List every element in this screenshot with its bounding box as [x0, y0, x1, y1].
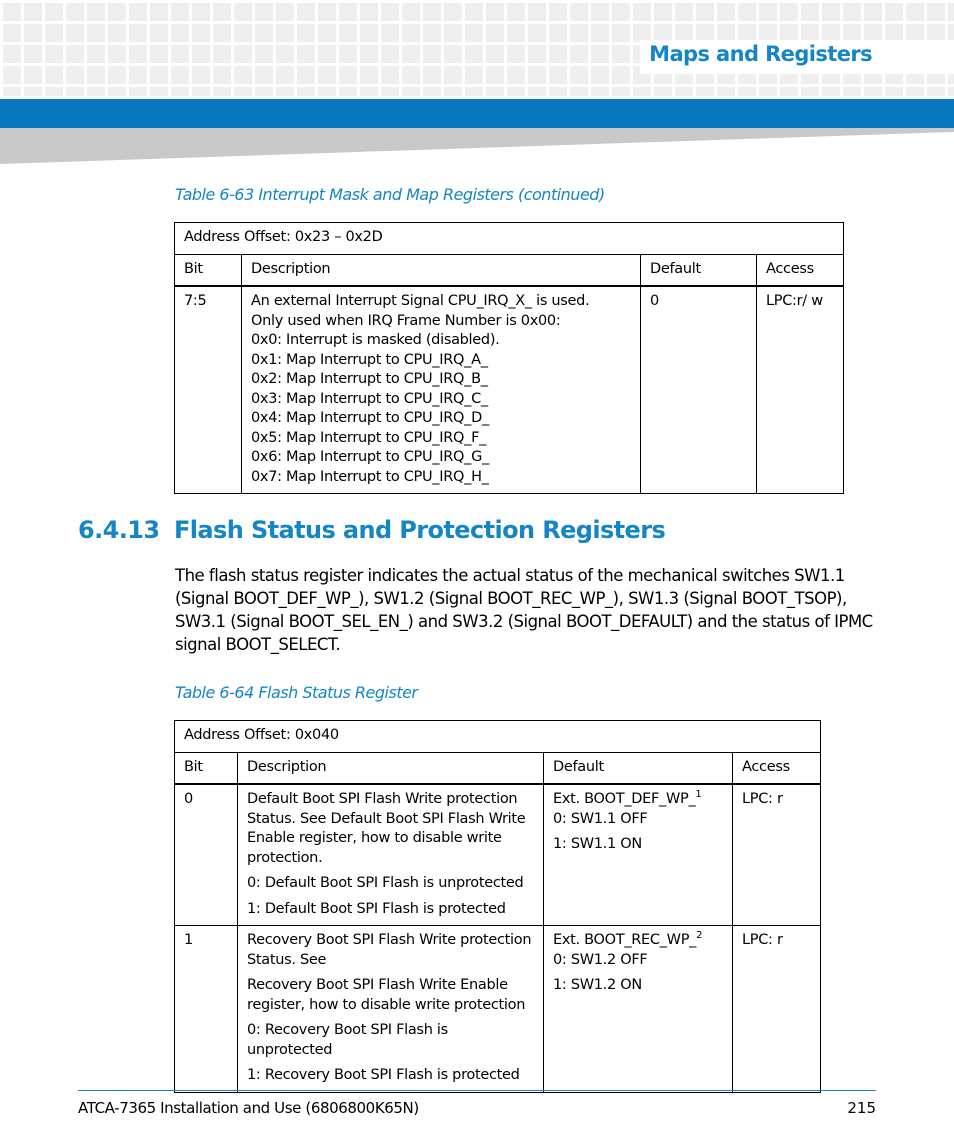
cell-description — [242, 286, 641, 494]
table-row — [175, 926, 821, 1093]
cell-access: LPC: r — [733, 926, 821, 1093]
table-64-address: Address Offset: 0x040 — [175, 721, 821, 753]
default-value-0: 0: SW1.2 OFF — [553, 951, 648, 968]
table-63-address-row — [175, 223, 844, 255]
header-blue-bar — [0, 99, 954, 128]
table-64-caption: Table 6-64 Flash Status Register — [175, 683, 418, 702]
footnote-ref: 2 — [696, 930, 703, 942]
col-header-default: Default — [544, 752, 733, 784]
default-signal — [553, 790, 723, 810]
footer-divider — [78, 1090, 876, 1091]
cell-default — [544, 784, 733, 926]
description-line: 0x2: Map Interrupt to CPU_IRQ_B_ — [251, 371, 488, 387]
col-header-access: Access — [733, 752, 821, 784]
description-line: Only used when IRQ Frame Number is 0x00: — [251, 312, 561, 329]
cell-access: LPC: r — [733, 784, 821, 926]
table-63-header-row — [175, 254, 844, 286]
section-body: The flash status register indicates the actual status of the mechanical switches SW1.1 (Signal BOOT_DEF_WP_), SW1.2 (Signal BOOT_REC_WP_), SW1.3 (Signal BOOT_TSOP), SW3.1 (Signal BOOT_SEL_EN_) and SW3.2 (Signal BOOT_DEFAULT) and the status of IPMC signal BOOT_SELECT. — [175, 566, 873, 654]
table-63-address: Address Offset: 0x23 – 0x2D — [175, 223, 844, 255]
table-row — [175, 784, 821, 926]
footnote-ref: 1 — [695, 789, 702, 801]
col-header-description: Description — [242, 254, 641, 286]
col-header-access: Access — [757, 254, 844, 286]
description-line: 0x4: Map Interrupt to CPU_IRQ_D_ — [251, 410, 489, 426]
footer-document-title: ATCA-7365 Installation and Use (6806800K65N) — [78, 1099, 419, 1117]
table-row — [175, 286, 844, 494]
section-number: 6.4.13 — [78, 516, 160, 544]
cell-bit: 0 — [175, 784, 238, 926]
table-64 — [174, 720, 821, 1093]
cell-description — [238, 926, 544, 1093]
default-signal-name: Ext. BOOT_REC_WP_ — [553, 932, 697, 948]
default-value-0: 0: SW1.1 OFF — [553, 810, 648, 827]
default-value-1: 1: SW1.2 ON — [553, 977, 642, 993]
description-line: 0x7: Map Interrupt to CPU_IRQ_H_ — [251, 468, 489, 485]
table-63-caption: Table 6-63 Interrupt Mask and Map Registers (continued) — [175, 185, 605, 204]
default-value-1: 1: SW1.1 ON — [553, 836, 642, 852]
description-value-0: 0: Recovery Boot SPI Flash is unprotected — [247, 1022, 448, 1058]
col-header-bit: Bit — [175, 254, 242, 286]
cell-bit: 1 — [175, 926, 238, 1093]
col-header-description: Description — [238, 752, 544, 784]
header-swoosh — [0, 128, 954, 164]
description-value-1: 1: Default Boot SPI Flash is protected — [247, 900, 506, 917]
description-value-1: 1: Recovery Boot SPI Flash is protected — [247, 1067, 520, 1083]
table-63 — [174, 222, 844, 494]
description-value-0: 0: Default Boot SPI Flash is unprotected — [247, 875, 524, 891]
table-64-address-row — [175, 721, 821, 753]
default-signal-name: Ext. BOOT_DEF_WP_ — [553, 791, 696, 807]
cell-access: LPC:r/ w — [757, 286, 844, 494]
cell-bit: 7:5 — [175, 286, 242, 494]
footer-page-number: 215 — [847, 1099, 876, 1117]
header-title: Maps and Registers — [649, 42, 872, 66]
cell-default: 0 — [641, 286, 757, 494]
description-line: 0x6: Map Interrupt to CPU_IRQ_G_ — [251, 449, 489, 465]
cell-default — [544, 926, 733, 1093]
cell-description — [238, 784, 544, 926]
description-text: Recovery Boot SPI Flash Write protection Status. See — [247, 932, 532, 968]
col-header-default: Default — [641, 254, 757, 286]
description-text: Default Boot SPI Flash Write protection Status. See Default Boot SPI Flash Write Enable register, how to disable write protection. — [247, 791, 526, 866]
section-heading — [78, 516, 665, 544]
table-64-header-row — [175, 752, 821, 784]
default-signal — [553, 931, 723, 951]
description-subtext: Recovery Boot SPI Flash Write Enable register, how to disable write protection — [247, 977, 526, 1013]
description-line: 0x3: Map Interrupt to CPU_IRQ_C_ — [251, 390, 488, 407]
description-line: An external Interrupt Signal CPU_IRQ_X_ is used. — [251, 293, 590, 309]
section-title: Flash Status and Protection Registers — [174, 516, 666, 544]
description-line: 0x0: Interrupt is masked (disabled). — [251, 332, 500, 348]
description-line: 0x1: Map Interrupt to CPU_IRQ_A_ — [251, 351, 488, 368]
col-header-bit: Bit — [175, 752, 238, 784]
description-line: 0x5: Map Interrupt to CPU_IRQ_F_ — [251, 429, 487, 446]
